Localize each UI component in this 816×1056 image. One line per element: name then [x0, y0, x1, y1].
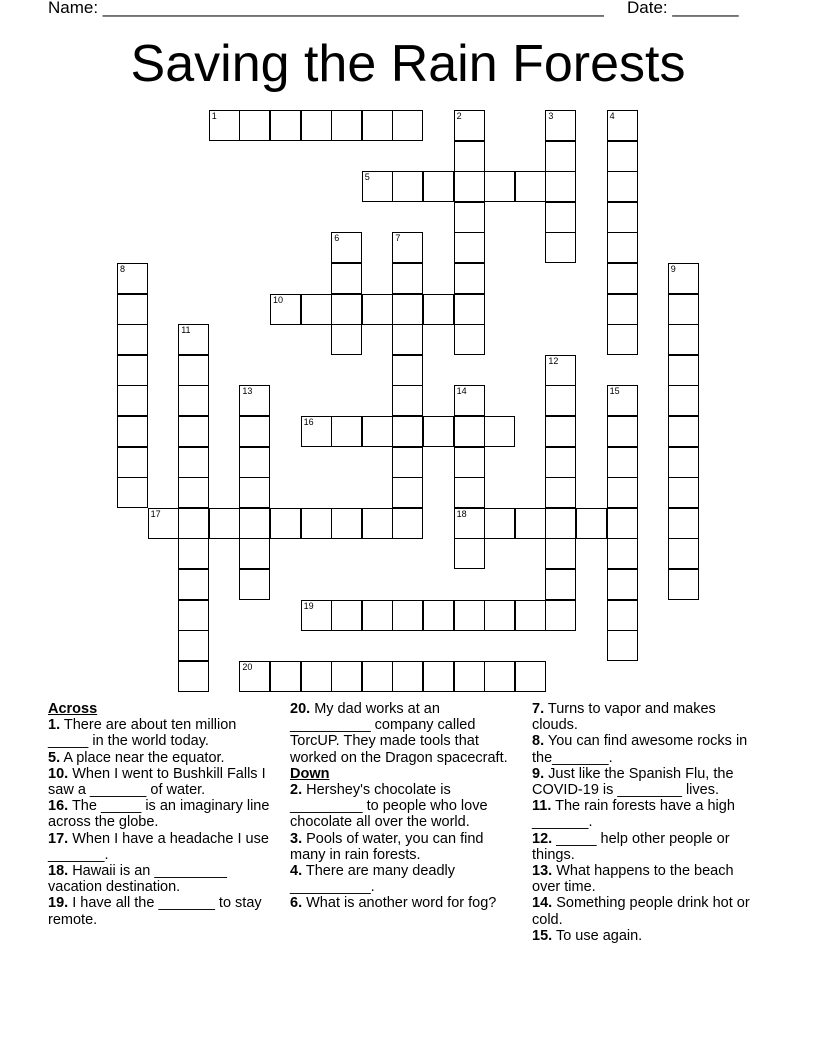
cell-number: 17: [150, 508, 161, 519]
crossword-cell[interactable]: [668, 569, 699, 600]
clue-heading-down: Down: [290, 765, 330, 782]
crossword-cell[interactable]: [607, 141, 638, 172]
crossword-cell[interactable]: [454, 661, 485, 692]
crossword-cell[interactable]: [301, 661, 332, 692]
crossword-cell[interactable]: [392, 171, 423, 202]
clue-item: [290, 831, 522, 863]
crossword-cell[interactable]: [362, 416, 393, 447]
crossword-cell[interactable]: [178, 538, 209, 569]
clue-item: [532, 701, 764, 733]
clue-text: To use again.: [555, 927, 643, 944]
crossword-cell[interactable]: [423, 171, 454, 202]
crossword-cell[interactable]: [607, 416, 638, 447]
crossword-cell[interactable]: [178, 600, 209, 631]
clue-item: [290, 895, 522, 911]
clue-text: When I have a headache I use _______.: [48, 830, 269, 863]
clue-text: The _____ is an imaginary line across the globe.: [48, 798, 270, 831]
crossword-cell[interactable]: [545, 171, 576, 202]
crossword-cell[interactable]: [607, 538, 638, 569]
crossword-cell[interactable]: [117, 447, 148, 478]
crossword-cell[interactable]: [239, 477, 270, 508]
crossword-cell[interactable]: [239, 569, 270, 600]
crossword-cell[interactable]: [392, 661, 423, 692]
crossword-cell[interactable]: [362, 294, 393, 325]
cell-number: 20: [242, 661, 253, 672]
name-field[interactable]: Name: _____________________________________________________: [48, 0, 604, 17]
crossword-cell[interactable]: [454, 477, 485, 508]
crossword-cell[interactable]: [362, 508, 393, 539]
clue-text: Turns to vapor and makes clouds.: [532, 701, 716, 734]
clue-item: [290, 782, 522, 831]
crossword-cell[interactable]: [454, 202, 485, 233]
crossword-cell[interactable]: [362, 600, 393, 631]
clue-number: 2.: [290, 782, 303, 799]
crossword-cell[interactable]: [423, 661, 454, 692]
cell-number: 9: [670, 264, 676, 274]
crossword-cell[interactable]: [454, 385, 485, 416]
crossword-cell[interactable]: [239, 661, 270, 692]
crossword-cell[interactable]: [668, 355, 699, 386]
crossword-cell[interactable]: [607, 202, 638, 233]
clue-item: [532, 831, 764, 863]
crossword-cell[interactable]: [454, 324, 485, 355]
crossword-cell[interactable]: [607, 569, 638, 600]
crossword-cell[interactable]: [392, 110, 423, 141]
crossword-cell[interactable]: [178, 385, 209, 416]
crossword-cell[interactable]: [301, 294, 332, 325]
clue-item: [48, 717, 280, 749]
crossword-cell[interactable]: [301, 110, 332, 141]
date-field[interactable]: Date: _______: [627, 0, 739, 17]
cell-number: 15: [609, 386, 620, 397]
crossword-cell[interactable]: [331, 416, 362, 447]
crossword-cell[interactable]: [454, 508, 485, 539]
crossword-cell[interactable]: [178, 569, 209, 600]
clue-item: [48, 895, 280, 927]
cell-number: 13: [242, 386, 253, 397]
crossword-cell[interactable]: [392, 447, 423, 478]
crossword-cell[interactable]: [392, 385, 423, 416]
crossword-cell[interactable]: [607, 477, 638, 508]
crossword-cell[interactable]: [545, 110, 576, 141]
cell-number: 1: [211, 111, 217, 121]
crossword-cell[interactable]: [668, 447, 699, 478]
crossword-cell[interactable]: [270, 508, 301, 539]
crossword-cell[interactable]: [331, 263, 362, 294]
crossword-cell[interactable]: [607, 324, 638, 355]
crossword-cell[interactable]: [545, 385, 576, 416]
crossword-cell[interactable]: [668, 477, 699, 508]
cell-number: 3: [548, 111, 554, 121]
crossword-cell[interactable]: [545, 600, 576, 631]
crossword-cell[interactable]: [178, 477, 209, 508]
crossword-cell[interactable]: [178, 416, 209, 447]
crossword-cell[interactable]: [117, 477, 148, 508]
clue-number: 20.: [290, 701, 311, 717]
crossword-cell[interactable]: [331, 324, 362, 355]
crossword-cell[interactable]: [545, 508, 576, 539]
crossword-cell[interactable]: [607, 630, 638, 661]
crossword-cell[interactable]: [209, 508, 240, 539]
crossword-cell[interactable]: [331, 508, 362, 539]
crossword-cell[interactable]: [392, 324, 423, 355]
crossword-cell[interactable]: [668, 263, 699, 294]
crossword-cell[interactable]: [668, 416, 699, 447]
crossword-cell[interactable]: [454, 263, 485, 294]
clue-text: Just like the Spanish Flu, the COVID-19 is ________ lives.: [532, 765, 734, 799]
crossword-cell[interactable]: [331, 600, 362, 631]
crossword-cell[interactable]: [392, 600, 423, 631]
crossword-cell[interactable]: [454, 416, 485, 447]
crossword-cell[interactable]: [331, 294, 362, 325]
crossword-cell[interactable]: [392, 294, 423, 325]
crossword-cell[interactable]: [239, 416, 270, 447]
cell-number: 7: [395, 233, 401, 244]
cell-number: 11: [181, 325, 191, 336]
crossword-cell[interactable]: [607, 447, 638, 478]
crossword-cell[interactable]: [515, 661, 546, 692]
crossword-cell[interactable]: [607, 600, 638, 631]
clue-text: When I went to Bushkill Falls I saw a _______ of water.: [48, 765, 266, 799]
crossword-cell[interactable]: [607, 508, 638, 539]
clue-item: [48, 863, 280, 895]
clue-text: A place near the equator.: [63, 749, 225, 766]
crossword-cell[interactable]: [301, 508, 332, 539]
clue-text: You can find awesome rocks in the_______.: [532, 733, 748, 766]
clues-column-1: [48, 701, 280, 928]
crossword-cell[interactable]: [239, 385, 270, 416]
crossword-cell[interactable]: [301, 600, 332, 631]
clue-number: 13.: [532, 863, 553, 880]
crossword-cell[interactable]: [545, 477, 576, 508]
clue-text: What happens to the beach over time.: [532, 863, 734, 896]
crossword-cell[interactable]: [117, 385, 148, 416]
crossword-cell[interactable]: [423, 416, 454, 447]
crossword-cell[interactable]: [454, 171, 485, 202]
crossword-cell[interactable]: [607, 385, 638, 416]
clue-number: 3.: [290, 830, 303, 847]
clue-text: Hawaii is an _________ vacation destination.: [48, 863, 227, 896]
clues-column-2: [290, 701, 522, 912]
clue-text: There are about ten million _____ in the world today.: [48, 717, 237, 750]
clue-text: Pools of water, you can find many in rain forests.: [290, 830, 484, 863]
crossword-cell[interactable]: [392, 263, 423, 294]
clue-number: 5.: [48, 749, 61, 766]
cell-number: 19: [303, 600, 314, 611]
crossword-cell[interactable]: [545, 447, 576, 478]
crossword-cell[interactable]: [239, 110, 270, 141]
crossword-cell[interactable]: [545, 416, 576, 447]
cell-number: 6: [334, 233, 340, 244]
cell-number: 14: [456, 386, 467, 397]
clue-number: 4.: [290, 863, 303, 880]
clue-item: [532, 863, 764, 895]
crossword-cell[interactable]: [178, 324, 209, 355]
cell-number: 12: [548, 355, 559, 366]
cell-number: 5: [364, 172, 370, 183]
crossword-cell[interactable]: [117, 294, 148, 325]
clue-text: The rain forests have a high _______.: [532, 798, 735, 831]
clue-text: I have all the _______ to stay remote.: [48, 895, 262, 928]
crossword-cell[interactable]: [515, 600, 546, 631]
crossword-cell[interactable]: [362, 661, 393, 692]
crossword-cell[interactable]: [148, 508, 179, 539]
clue-number: 19.: [48, 895, 69, 912]
crossword-cell[interactable]: [484, 600, 515, 631]
crossword-cell[interactable]: [239, 508, 270, 539]
clue-number: 16.: [48, 798, 69, 815]
cell-number: 8: [120, 264, 126, 274]
crossword-cell[interactable]: [239, 538, 270, 569]
crossword-cell[interactable]: [484, 661, 515, 692]
crossword-cell[interactable]: [484, 508, 515, 539]
crossword-cell[interactable]: [117, 324, 148, 355]
cell-number: 4: [609, 111, 615, 121]
crossword-cell[interactable]: [545, 232, 576, 263]
clue-number: 1.: [48, 717, 61, 734]
crossword-cell[interactable]: [454, 447, 485, 478]
crossword-cell[interactable]: [178, 447, 209, 478]
cell-number: 16: [303, 417, 314, 427]
crossword-cell[interactable]: [515, 508, 546, 539]
crossword-cell[interactable]: [331, 661, 362, 692]
crossword-cell[interactable]: [209, 110, 240, 141]
crossword-cell[interactable]: [270, 294, 301, 325]
clue-number: 7.: [532, 701, 545, 717]
clue-item: [532, 895, 764, 927]
cell-number: 18: [456, 508, 467, 519]
crossword-cell[interactable]: [178, 508, 209, 539]
crossword-cell[interactable]: [392, 232, 423, 263]
crossword-cell[interactable]: [545, 141, 576, 172]
crossword-cell[interactable]: [392, 477, 423, 508]
clue-number: 14.: [532, 895, 553, 912]
clue-text: Hershey's chocolate is _________ to people who love chocolate all over the world.: [290, 782, 488, 831]
clue-item: [48, 750, 280, 766]
crossword-cell[interactable]: [423, 600, 454, 631]
clue-text: _____ help other people or things.: [532, 830, 730, 863]
crossword-cell[interactable]: [301, 416, 332, 447]
crossword-cell[interactable]: [607, 232, 638, 263]
clue-item: [48, 766, 280, 798]
clue-item: [532, 733, 764, 765]
crossword-cell[interactable]: [331, 110, 362, 141]
crossword-cell[interactable]: [178, 355, 209, 386]
crossword-cell[interactable]: [668, 294, 699, 325]
crossword-cell[interactable]: [668, 508, 699, 539]
crossword-cell[interactable]: [117, 416, 148, 447]
crossword-cell[interactable]: [117, 355, 148, 386]
crossword-cell[interactable]: [454, 232, 485, 263]
crossword-cell[interactable]: [576, 508, 607, 539]
crossword-cell[interactable]: [545, 538, 576, 569]
crossword-cell[interactable]: [607, 171, 638, 202]
crossword-cell[interactable]: [362, 171, 393, 202]
clue-item: [290, 701, 522, 766]
clue-number: 10.: [48, 765, 69, 782]
crossword-cell[interactable]: [270, 661, 301, 692]
crossword-cell[interactable]: [668, 538, 699, 569]
clue-number: 17.: [48, 830, 69, 847]
crossword-cell[interactable]: [484, 416, 515, 447]
clue-text: My dad works at an __________ company called TorcUP. They made tools that worked on the Dragon spacecraft.: [290, 701, 508, 766]
crossword-cell[interactable]: [454, 141, 485, 172]
page-title: Saving the Rain Forests: [130, 35, 686, 93]
clue-number: 8.: [532, 733, 545, 750]
crossword-cell[interactable]: [454, 294, 485, 325]
crossword-cell[interactable]: [423, 294, 454, 325]
clue-text: What is another word for fog?: [306, 895, 497, 912]
crossword-cell[interactable]: [270, 110, 301, 141]
crossword-cell[interactable]: [392, 416, 423, 447]
clue-heading-across: Across: [48, 701, 98, 717]
cell-number: 2: [456, 111, 462, 121]
crossword-cell[interactable]: [239, 447, 270, 478]
crossword-cell[interactable]: [178, 661, 209, 692]
clue-item: [532, 798, 764, 830]
clue-text: There are many deadly __________.: [290, 863, 455, 896]
clue-number: 6.: [290, 895, 303, 912]
crossword-cell[interactable]: [117, 263, 148, 294]
clue-item: [48, 831, 280, 863]
crossword-cell[interactable]: [515, 171, 546, 202]
crossword-cell[interactable]: [607, 263, 638, 294]
crossword-cell[interactable]: [454, 538, 485, 569]
crossword-cell[interactable]: [362, 110, 393, 141]
clue-item: [532, 928, 764, 944]
crossword-cell[interactable]: [454, 110, 485, 141]
crossword-cell[interactable]: [454, 600, 485, 631]
clue-item: [532, 766, 764, 798]
clue-number: 12.: [532, 830, 553, 847]
crossword-cell[interactable]: [392, 355, 423, 386]
clue-item: [48, 798, 280, 830]
crossword-cell[interactable]: [607, 110, 638, 141]
crossword-cell[interactable]: [545, 355, 576, 386]
clue-number: 18.: [48, 863, 69, 880]
crossword-cell[interactable]: [331, 232, 362, 263]
crossword-cell[interactable]: [668, 385, 699, 416]
crossword-cell[interactable]: [545, 202, 576, 233]
clue-text: Something people drink hot or cold.: [532, 895, 750, 928]
crossword-cell[interactable]: [545, 569, 576, 600]
crossword-cell[interactable]: [607, 294, 638, 325]
crossword-cell[interactable]: [392, 508, 423, 539]
crossword-cell[interactable]: [484, 171, 515, 202]
clues-column-3: [532, 701, 764, 944]
clue-number: 11.: [532, 798, 552, 815]
clue-number: 9.: [532, 765, 545, 782]
clue-item: [290, 863, 522, 895]
crossword-cell[interactable]: [178, 630, 209, 661]
clue-number: 15.: [532, 927, 553, 944]
crossword-cell[interactable]: [668, 324, 699, 355]
cell-number: 10: [273, 294, 284, 305]
